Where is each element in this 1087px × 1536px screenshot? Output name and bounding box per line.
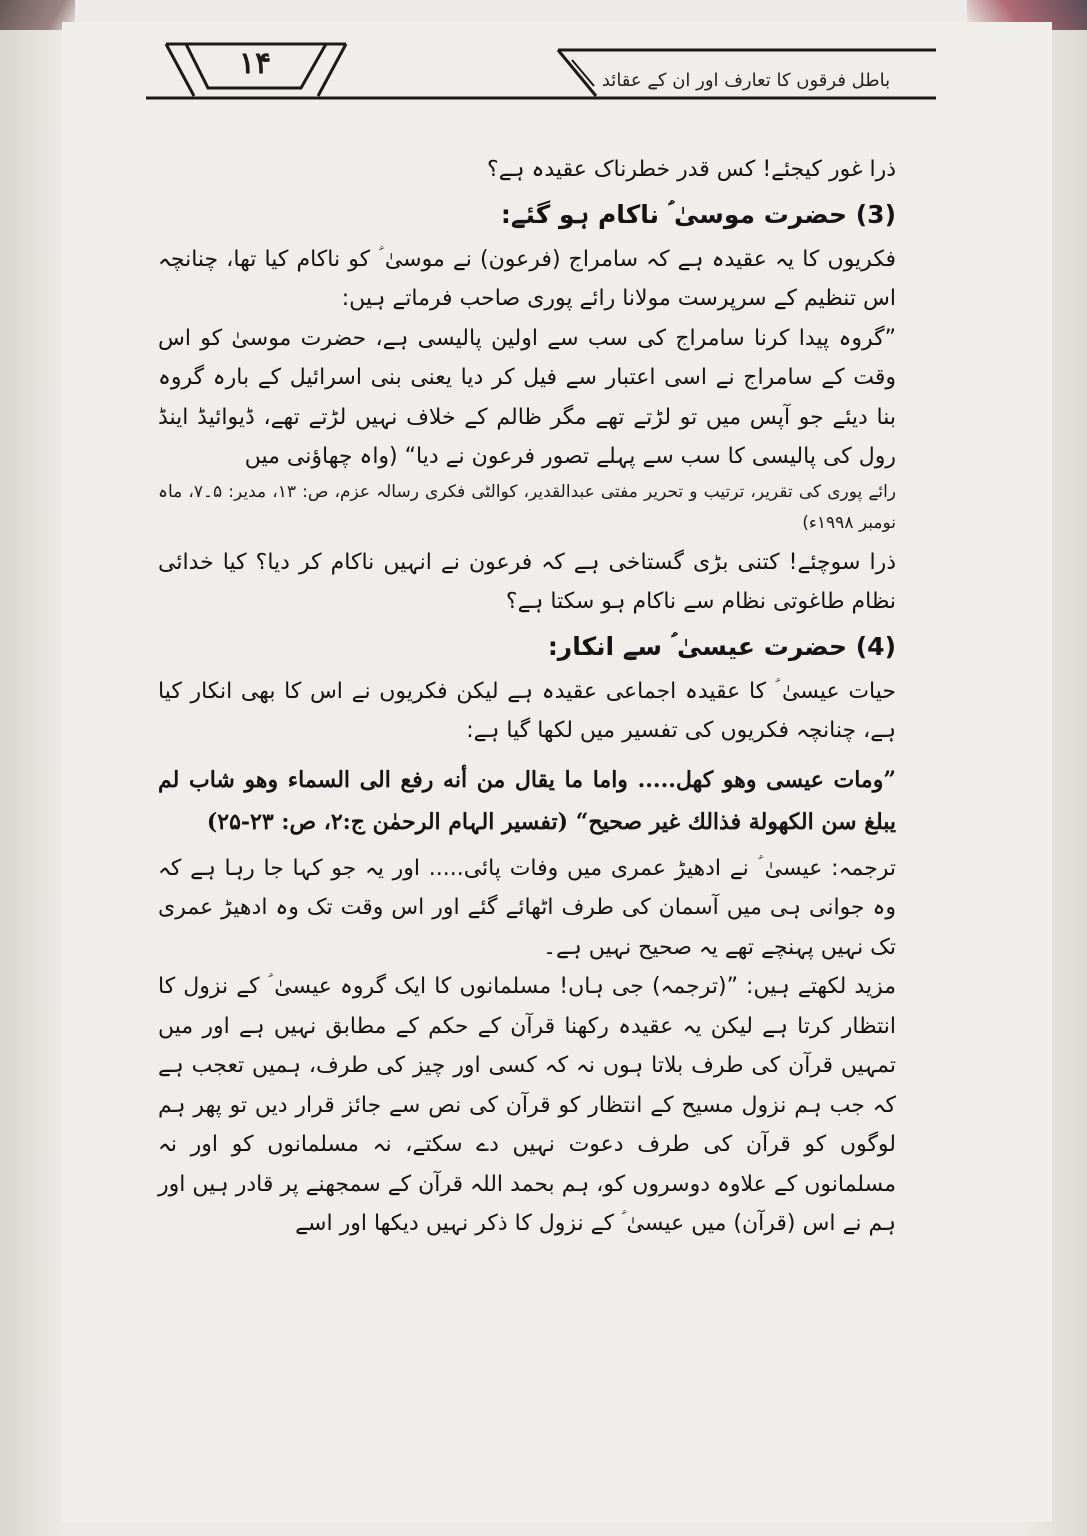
paragraph-translation: ترجمہ: عیسیٰ ؑ نے ادھیڑ عمری میں وفات پائی..... اور یہ جو کہا جا رہا ہے کہ وہ جوانی ہی میں آسمان کی طرف اٹھائے گئے اور اس وقت تک وہ ادھیڑ عمری تک نہیں پہنچے تھے یہ صحیح نہیں ہے۔: [158, 855, 896, 960]
citation-reference-1: رائے پوری کی تقریر، ترتیب و تحریر مفتی عبدالقدیر، کوالٹی فکری رسالہ عزم، ص: ۱۳، مدیر: ۵۔۷، ماہ نومبر ۱۹۹۸ء): [158, 481, 896, 533]
page-number: ۱۴: [238, 46, 272, 81]
arabic-quotation: ”ومات عيسى وهو كهل..... واما ما يقال من أنه رفع الى السماء وهو شاب لم يبلغ سن الكهولة فذالك غير صحيح“ (تفسیر الہام الرحمٰن ج:۲، ص: ۲۳-۲۵): [158, 766, 896, 835]
page-body: [158, 150, 896, 1244]
page-header: [146, 38, 936, 108]
paragraph-belief-isa: حیات عیسیٰ ؑ کا عقیدہ اجماعی عقیدہ ہے لیکن فکریوں نے اس کا بھی انکار کیا ہے، چنانچہ فکریوں کی تفسیر میں لکھا گیا ہے:: [158, 678, 896, 743]
paragraph-quote-raipuri: ”گروہ پیدا کرنا سامراج کی سب سے اولین پالیسی ہے، حضرت موسیٰ کو اس وقت کے سامراج نے اسی اعتبار سے فیل کر دیا یعنی بنی اسرائیل کے بارہ گروہ بنا دیئے جو آپس میں تو لڑتے تھے مگر ظالم کے خلاف نہیں لڑتے تھے، ڈیوائیڈ اینڈ رول کی پالیسی کا سب سے پہلے تصور فرعون نے دیا“ (واہ چھاؤنی میں: [158, 325, 896, 469]
running-title: باطل فرقوں کا تعارف اور ان کے عقائد: [601, 70, 891, 91]
paragraph-further-quote: مزید لکھتے ہیں: ”(ترجمہ) جی ہاں! مسلمانوں کا ایک گروہ عیسیٰ ؑ کے نزول کا انتظار کرتا ہے لیکن یہ عقیدہ رکھنا قرآن کے حکم کے مطابق نہیں ہے اور میں تمہیں قرآن کی طرف بلاتا ہوں نہ کہ کسی اور چیز کی طرف، ہمیں تعجب ہے کہ جب ہم نزول مسیح کے انتظار کو قرآن کی نص سے جائز قرار دیں تو پھر ہم لوگوں کو قرآن کی طرف دعوت نہیں دے سکتے، نہ مسلمانوں کو اور نہ مسلمانوں کے علاوہ دوسروں کو، ہم بحمد اللہ قرآن کے سمجھنے پر قادر ہیں اور ہم نے اس (قرآن) میں عیسیٰ ؑ کے نزول کا ذکر نہیں دیکھا اور اسے: [158, 974, 896, 1236]
paragraph-reflection-1: ذرا غور کیجئے! کس قدر خطرناک عقیدہ ہے؟: [487, 157, 896, 182]
section-heading-3: (3) حضرت موسیٰ ؑ ناکام ہو گئے:: [500, 199, 896, 229]
paragraph-belief-musa: فکریوں کا یہ عقیدہ ہے کہ سامراج (فرعون) نے موسیٰ ؑ کو ناکام کیا تھا، چنانچہ اس تنظیم کے سرپرست مولانا رائے پوری صاحب فرماتے ہیں:: [158, 246, 896, 311]
section-heading-4: (4) حضرت عیسیٰ ؑ سے انکار:: [547, 631, 896, 661]
paragraph-reflection-2: ذرا سوچئے! کتنی بڑی گستاخی ہے کہ فرعون نے انہیں ناکام کر دیا؟ کیا خدائی نظام طاغوتی نظام سے ناکام ہو سکتا ہے؟: [158, 549, 896, 614]
